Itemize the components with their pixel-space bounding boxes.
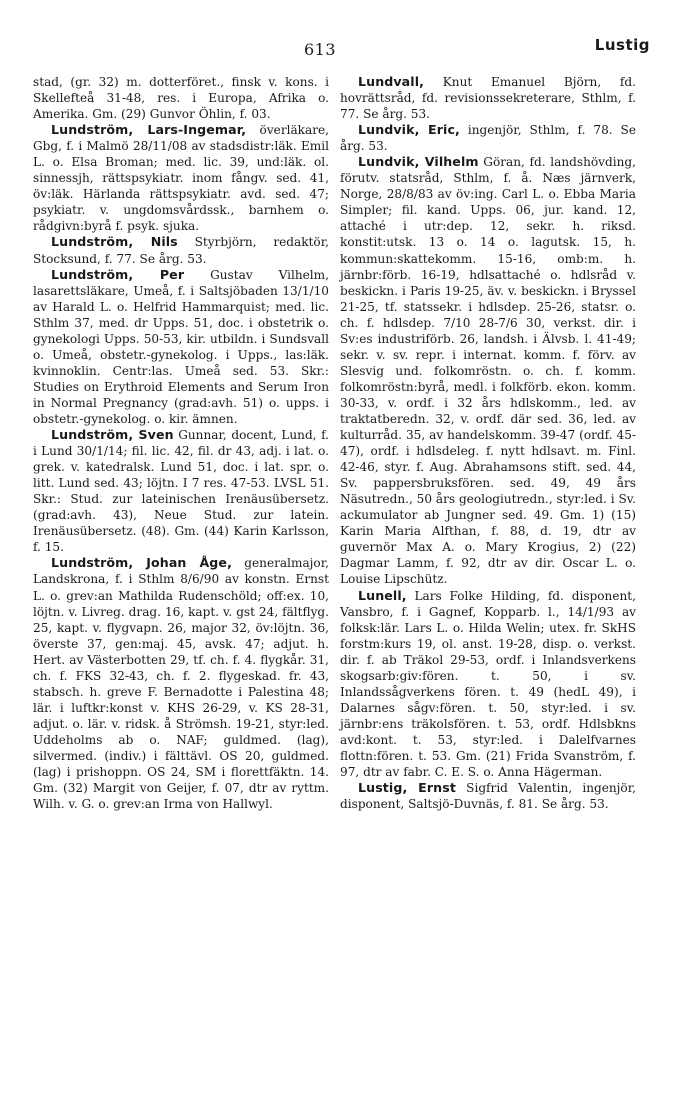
entry [340,154,636,587]
entry-text: Styrbjörn, redaktör, Stocksund, f. 77. Se årg. 53. [33,235,329,266]
entry-headword: Lundström, Nils [51,234,178,250]
entry-headword: Lundström, Johan Åge, [51,555,232,571]
entry [340,122,636,154]
entry-text: Sigfrid Valentin, ingenjör, disponent, Saltsjö-Duvnäs, f. 81. Se årg. 53. [340,781,636,812]
entry [340,780,636,812]
entry-headword: Lundström, Lars-Ingemar, [51,122,247,138]
entry-headword: Lundvik, Eric, [358,122,460,138]
right-column [340,74,636,812]
entry-headword: Lunell, [358,587,407,603]
entry [33,122,329,234]
entry [340,74,636,122]
page-number: 613 [303,40,337,59]
entry-text: överläkare, Gbg, f. i Malmö 28/11/08 av stadsdistr:läk. Emil L. o. Elsa Broman; med. lic. 39, und:läk. ol. sinnessjh, rättspsykiatr. inom fångv. sed. 41, öv:läk. Härlanda rättspsykiatr. avd. sed. 47; psykiatr. v. ungdomsvårdssk., barnhem o. rådgivn:byrå f. psyk. sjuka. [33,123,329,234]
entry-text: Gustav Vilhelm, lasarettsläkare, Umeå, f. i Saltsjöbaden 13/1/10 av Harald L. o. Helfrid Hammarquist; med. lic. Sthlm 37, med. dr Upps. 51, doc. i obstetrik o. gynekologi Upps. 50-53, kir. utbildn. i Sundsvall o. Umeå, obstetr.-gynekolog. i Upps., las:läk. kvinnoklin. Centr:las. Umeå sed. 53. Skr.: Studies on Erythroid Elements and Serum Iron in Normal Pregnancy (grad:avh. 51) o. upps. i obstetr.-gynekolog. o. kir. ämnen. [33,267,329,426]
running-head: Lustig [594,36,650,54]
entry-headword: Lundvik, Vilhelm [358,154,479,170]
entry-text: stad, (gr. 32) m. dotterföret., finsk v. kons. i Skellefteå 31-48, res. i Europa, Afrika o. Amerika. Gm. (29) Gunvor Öhlin, f. 03. [33,75,329,122]
entry [33,267,329,427]
left-column [33,74,329,812]
entry-text: Knut Emanuel Björn, fd. hovrättsråd, fd. revisionssekreterare, Sthlm, f. 77. Se årg. 53. [340,75,636,122]
entry-text: generalmajor, Landskrona, f. i Sthlm 8/6/90 av konstn. Ernst L. o. grev:an Mathilda Rudenschöld; off:ex. 10, löjtn. v. Livreg. drag. 16, kapt. v. gst 24, fältflyg. 25, kapt. v. flygvapn. 26, major 32, öv:löjtn. 36, överste 37, gen:maj. 45, avsk. 47; adjut. h. Hert. av Västerbotten 29, tf. ch. f. 4. flygkår. 31, ch. f. FKS 32-43, ch. f. 2. flygeskad. fr. 43, stabsch. h. greve F. Bernadotte i Palestina 48; lär. i luftkr:konst v. KHS 26-29, v. KS 28-31, adjut. o. lär. v. ridsk. å Strömsh. 19-21, styr:led. Uddeholms ab o. NAF; guldmed. (lag), silvermed. (indiv.) i fälttävl. OS 20, guldmed. (lag) i prishoppn. OS 24, SM i florettfäktn. 14. Gm. (32) Margit von Geijer, f. 07, dtr av ryttm. Wilh. v. G. o. grev:an Irma von Hallwyl. [33,556,329,812]
entry-text: Göran, fd. landshövding, förutv. statsråd, Sthlm, f. å. Næs järnverk, Norge, 28/8/83 av öv:ing. Carl L. o. Ebba Maria Simpler; fil. kand. Upps. 06, jur. kand. 12, attaché i utr:dep. 12, sekr. h. riksd. konstit:utsk. 13 o. 14 o. lagutsk. 15, h. kommun:skattekomm. 15-16, omb:m. h. järnbr:förb. 16-19, hdlsattaché o. hdlsråd v. beskickn. i Paris 19-25, äv. v. beskickn. i Bryssel 21-25, tf. statssekr. i hdlsdep. 25-26, statsr. o. ch. f. hdlsdep. 7/10 28-7/6 30, verkst. dir. i Sv:es industriförb. 26, landsh. i Älvsb. l. 41-49; sekr. v. sv. repr. i internat. komm. f. förv. av Slesvig und. folkomröstn. o. ch. f. komm. folkomröstn:byrå, medl. i folkförb. ekon. komm. 30-33, v. ordf. i 32 års hdlskomm., led. av traktatberedn. 32, v. ordf. där sed. 36, led. av kulturråd. 35, av handelskomm. 39-47 (ordf. 45-47), ordf. i hdlsdeleg. f. nytt hdlsavt. m. Finl. 42-46, styr. f. Aug. Abrahamsons stift. sed. 44, Sv. pappersbruksfören. sed. 49, 49 års Näsutredn., 50 års geologiutredn., styr:led. i Sv. ackumulator ab Jungner sed. 49. Gm. 1) (15) Karin Maria Alfthan, f. 88, d. 19, dtr av guvernör Max A. o. Mary Krogius, 2) (22) Dagmar Lamm, f. 92, dtr av dir. Oscar L. o. Louise Lipschütz. [340,155,636,587]
entry-text: Gunnar, docent, Lund, f. i Lund 30/1/14; fil. lic. 42, fil. dr 43, adj. i lat. o. grek. v. katedralsk. Lund 51, doc. i lat. spr. o. litt. Lund sed. 43; löjtn. I 7 res. 47-53. LVSL 51. Skr.: Stud. zur lateinischen Irenäusübersetz. (grad:avh. 43), Neue Stud. zur latein. Irenäusübersetz. (48). Gm. (44) Karin Karlsson, f. 15. [33,428,329,555]
entry-headword: Lundvall, [358,74,424,89]
entry-continuation [33,74,329,122]
entry [340,588,636,781]
entry-headword: Lundström, Per [51,266,185,282]
entry-headword: Lustig, Ernst [358,780,456,796]
entry [33,555,329,812]
entry [33,234,329,266]
entry-text: ingenjör, Sthlm, f. 78. Se årg. 53. [340,123,636,154]
entry-headword: Lundström, Sven [51,427,174,443]
entry [33,427,329,555]
entry-text: Lars Folke Hilding, fd. disponent, Vansbro, f. i Gagnef, Kopparb. l., 14/1/93 av folksk:lär. Lars L. o. Hilda Welin; utex. fr. SkHS forstm:kurs 19, ol. anst. 19-28, disp. o. verkst. dir. f. ab Träkol 29-53, ordf. i Inlandsverkens skogsarb:giv:fören. t. 50, i sv. Inlandssågverkens fören. t. 49 (hedL 49), i Dalarnes sågv:fören. t. 50, styr:led. i sv. järnbr:ens träkolsfören. t. 53, ordf. Hdlsbkns avd:kont. t. 53, styr:led. i Dalelfvarnes flottn:fören. t. 53. Gm. (21) Frida Svanström, f. 97, dtr av fabr. C. E. S. o. Anna Hägerman. [340,588,636,780]
